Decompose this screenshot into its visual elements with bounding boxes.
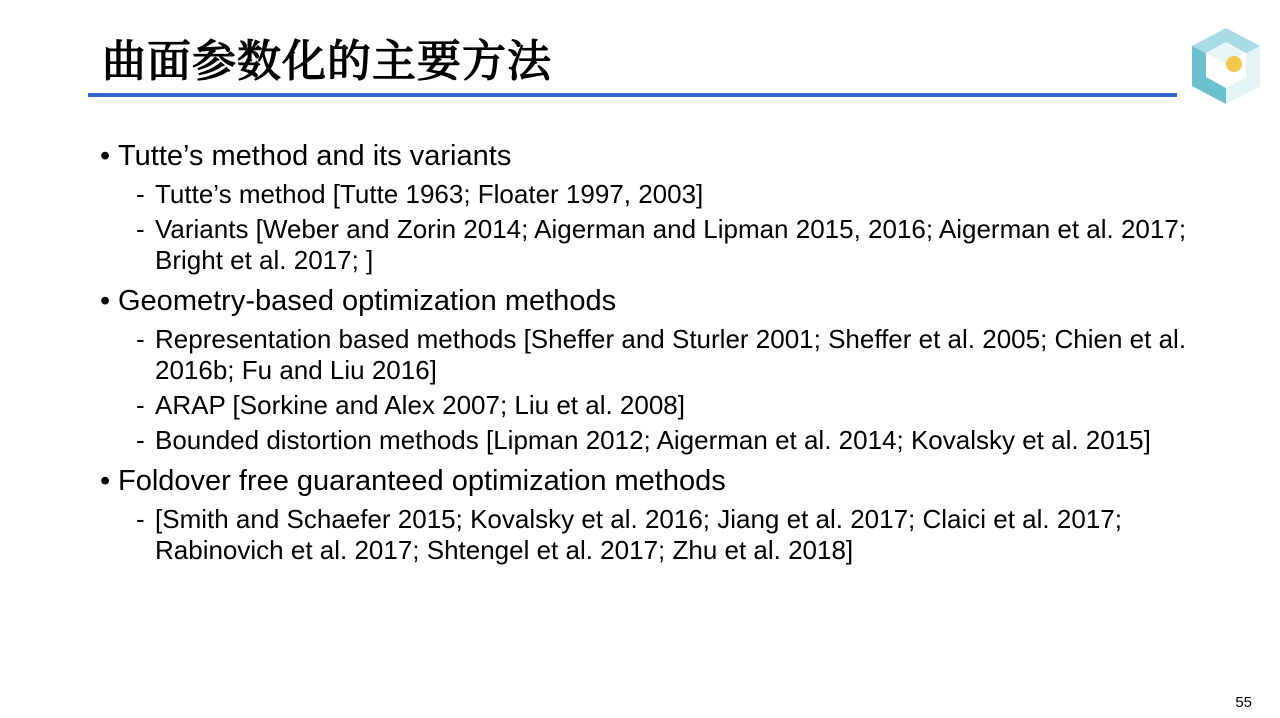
dash-marker-icon: - — [136, 324, 145, 354]
title-underline — [88, 93, 1177, 97]
dash-marker-icon: - — [136, 179, 145, 209]
sub-bullet-item — [100, 390, 1190, 421]
bullet-list — [100, 138, 1190, 566]
sub-bullet-item — [100, 504, 1190, 566]
sub-bullet-text: Variants [Weber and Zorin 2014; Aigerman and Lipman 2015, 2016; Aigerman et al. 2017; Bright et al. 2017; ] — [155, 214, 1187, 275]
dash-marker-icon: - — [136, 390, 145, 420]
dash-marker-icon: - — [136, 504, 145, 534]
bullet-item — [100, 283, 1190, 320]
sub-bullet-item — [100, 324, 1190, 386]
page-number: 55 — [1235, 694, 1252, 711]
sub-bullet-text: Bounded distortion methods [Lipman 2012; Aigerman et al. 2014; Kovalsky et al. 2015] — [155, 425, 1151, 455]
sub-bullet-item — [100, 214, 1190, 276]
sub-bullet-item — [100, 425, 1190, 456]
bullet-text: Geometry-based optimization methods — [118, 285, 617, 317]
bullet-item — [100, 138, 1190, 175]
dash-marker-icon: - — [136, 425, 145, 455]
bullet-dot-icon: • — [100, 140, 111, 172]
sub-bullet-text: [Smith and Schaefer 2015; Kovalsky et al. 2016; Jiang et al. 2017; Claici et al. 2017; Rabinovich et al. 2017; Shtengel et al. 2017; Zhu et al. 2018] — [155, 504, 1122, 565]
bullet-dot-icon: • — [100, 465, 111, 497]
sub-bullet-text: Tutte’s method [Tutte 1963; Floater 1997, 2003] — [155, 179, 704, 209]
sub-bullet-text: Representation based methods [Sheffer and Sturler 2001; Sheffer et al. 2005; Chien et al. 2016b; Fu and Liu 2016] — [155, 324, 1187, 385]
slide-title: 曲面参数化的主要方法 — [102, 36, 552, 87]
sub-bullet-item — [100, 179, 1190, 210]
dash-marker-icon: - — [136, 214, 145, 244]
bullet-text: Tutte’s method and its variants — [118, 140, 512, 172]
bullet-text: Foldover free guaranteed optimization methods — [118, 465, 726, 497]
bullet-dot-icon: • — [100, 285, 111, 317]
bullet-item — [100, 463, 1190, 500]
sub-bullet-text: ARAP [Sorkine and Alex 2007; Liu et al. 2008] — [155, 390, 685, 420]
hexagon-logo-icon — [1188, 24, 1264, 108]
